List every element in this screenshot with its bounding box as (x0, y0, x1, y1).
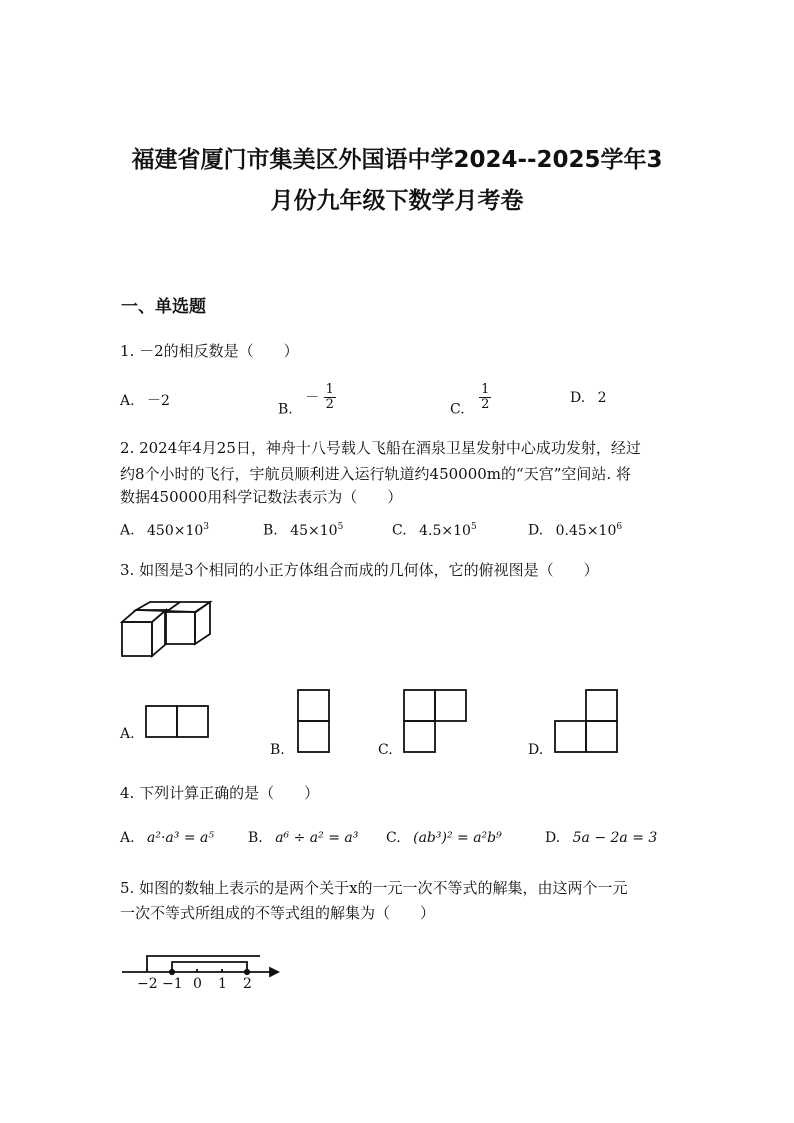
q2-option-d (528, 522, 622, 539)
option-label: B. (263, 522, 278, 539)
point-2 (244, 969, 249, 974)
q3-option-a-view (146, 706, 210, 738)
question-5-line2: 一次不等式所组成的不等式组的解集为（ ） (120, 904, 436, 922)
document-title-line1: 福建省厦门市集美区外国语中学2024--2025学年3 (131, 147, 663, 173)
option-expression: 5a − 2a = 3 (572, 830, 658, 846)
q4-option-d (545, 830, 657, 846)
denominator: 2 (481, 397, 490, 412)
tick-label: −2 (137, 976, 158, 992)
q3-option-c-label: C. (378, 742, 393, 758)
question-5-line1: 5. 如图的数轴上表示的是两个关于x的一元一次不等式的解集，由这两个一元 (120, 879, 628, 897)
option-value: 0.45×10 (555, 522, 617, 539)
question-3-text: 3. 如图是3个相同的小正方体组合而成的几何体，它的俯视图是（ ） (120, 561, 599, 579)
option-value: 4.5×10 (419, 522, 471, 539)
exponent: 6 (616, 522, 623, 532)
side-left-face (152, 610, 166, 656)
three-cube-solid-figure (120, 600, 215, 660)
q4-option-b (248, 830, 358, 846)
option-expression: a⁶ ÷ a² = a³ (275, 830, 359, 846)
number-line-figure (120, 950, 290, 1000)
solution-ray-lower (172, 962, 247, 972)
tick-label: 2 (243, 976, 252, 992)
option-expression: a²·a³ = a⁵ (147, 830, 214, 846)
option-value: 2 (597, 390, 607, 406)
q3-option-b-view (298, 690, 332, 756)
axis-arrow (270, 968, 278, 976)
option-value: －2 (147, 393, 170, 409)
option-label: C. (450, 401, 465, 418)
question-2-line1: 2. 2024年4月25日，神舟十八号载人飞船在酒泉卫星发射中心成功发射，经过 (120, 439, 641, 457)
option-label: B. (248, 830, 263, 846)
tick-label: 0 (193, 976, 202, 992)
option-label: B. (278, 401, 293, 418)
q1-option-c (450, 383, 491, 418)
q1-option-b (278, 383, 336, 418)
q1-option-d (570, 390, 607, 406)
question-2-line2: 约8个小时的飞行，宇航员顺利进入运行轨道约450000m的“天宫”空间站. 将 (120, 465, 631, 483)
solution-ray-upper (147, 956, 260, 972)
q3-option-b-label: B. (270, 742, 285, 758)
q4-option-a (120, 830, 214, 846)
point-minus-1 (169, 969, 174, 974)
section-heading: 一、单选题 (121, 297, 206, 317)
option-label: A. (120, 522, 135, 539)
option-label: A. (120, 393, 135, 409)
option-label: C. (386, 830, 401, 846)
tick-label: 1 (218, 976, 227, 992)
q2-option-a (120, 522, 209, 539)
exponent: 3 (203, 522, 210, 532)
option-label: A. (120, 830, 135, 846)
q1-option-a (120, 390, 170, 410)
denominator: 2 (325, 397, 334, 412)
q2-option-c (392, 522, 477, 539)
front-left-cube-face (122, 622, 152, 656)
q3-option-a-label: A. (120, 726, 135, 742)
q3-option-d-label: D. (528, 742, 544, 758)
option-value: 450×10 (147, 522, 204, 539)
fraction (479, 383, 491, 412)
option-label: C. (392, 522, 407, 539)
numerator: 1 (481, 382, 490, 397)
q4-option-c (386, 830, 502, 846)
option-value: 45×10 (290, 522, 338, 539)
tick-label: −1 (162, 976, 183, 992)
exponent: 5 (337, 522, 344, 532)
question-4-text: 4. 下列计算正确的是（ ） (120, 784, 320, 802)
option-label: D. (528, 522, 544, 539)
front-right-cube-face (165, 612, 195, 644)
q2-option-b (263, 522, 343, 539)
fraction (324, 383, 336, 412)
document-title-line2: 月份九年级下数学月考卷 (270, 188, 524, 214)
minus-sign: － (305, 389, 320, 406)
question-2-line3: 数据450000用科学记数法表示为（ ） (120, 488, 403, 506)
exponent: 5 (470, 522, 477, 532)
q3-option-c-view (404, 690, 470, 756)
option-label: D. (545, 830, 561, 846)
q3-option-d-view (555, 690, 621, 756)
numerator: 1 (325, 382, 334, 397)
option-expression: (ab³)² = a²b⁹ (413, 830, 502, 846)
option-label: D. (570, 390, 586, 406)
question-1-text: 1. －2的相反数是（ ） (120, 342, 299, 360)
